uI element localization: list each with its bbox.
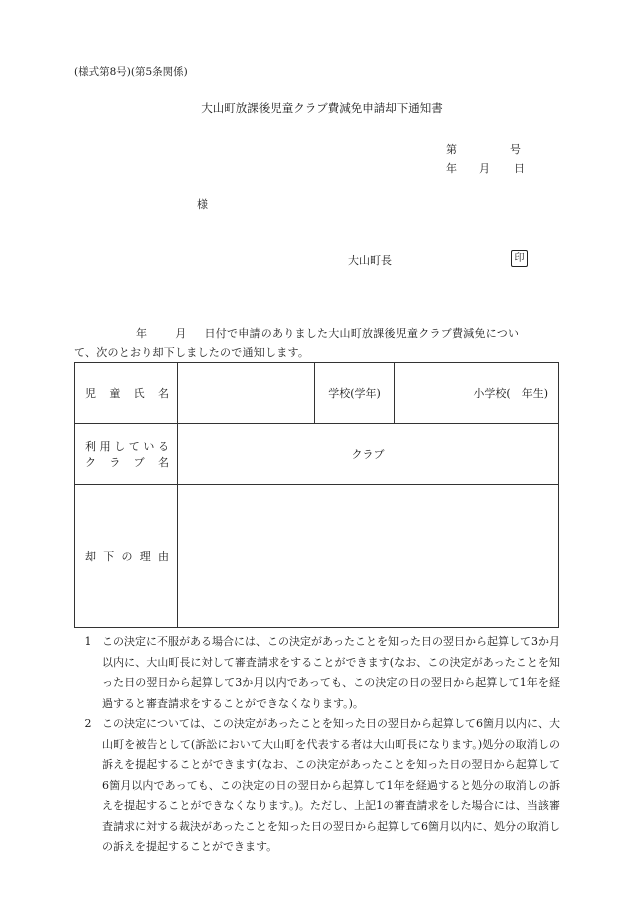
school-value[interactable]: 小学校( 年生) — [395, 363, 559, 424]
note-item — [74, 632, 560, 714]
club-value[interactable]: クラブ — [178, 424, 559, 485]
date-year-label: 年 — [446, 162, 457, 175]
detail-table — [74, 362, 559, 628]
club-label-line1: 利用している — [85, 440, 169, 453]
document-title: 大山町放課後児童クラブ費減免申請却下通知書 — [201, 101, 443, 115]
doc-number-prefix: 第 — [446, 143, 457, 156]
club-label-cell — [75, 424, 178, 485]
note-number: 1 — [84, 635, 92, 648]
child-name-row — [75, 363, 559, 424]
intro-line2: て、次のとおり却下しましたので通知します。 — [74, 346, 310, 359]
reason-row — [75, 485, 559, 628]
reason-value[interactable] — [178, 485, 559, 628]
note-item — [74, 714, 560, 858]
seal-mark: 印 — [511, 250, 528, 267]
child-name-value[interactable] — [178, 363, 315, 424]
intro-paragraph — [74, 324, 560, 362]
intro-line1: 日付で申請のありました大山町放課後児童クラブ費減免につい — [204, 327, 520, 340]
date-month-label: 月 — [479, 162, 490, 175]
date-day-label: 日 — [514, 162, 525, 175]
notes-list — [74, 632, 560, 858]
note-text: この決定については、この決定があったことを知った日の翌日から起算して6箇月以内に、大山町を被告として(訴訟において大山町を代表する者は大山町長になります。)処分の取消しの訴えを提起することができます(なお、この決定があったことを知った日の翌日から起算して6箇月以内であっても、この決定の日の翌日から起算して1年を経過すると処分の取消しの訴えを提起することができなくなります。)。ただし、上記1の審査請求をした場合には、当該審査請求に対する裁決があったことを知った日の翌日から起算して6箇月以内に、処分の取消しの訴えを提起することができます。 — [102, 717, 560, 853]
doc-number-suffix: 号 — [510, 143, 521, 156]
intro-month: 月 — [175, 327, 187, 340]
intro-year: 年 — [136, 327, 148, 340]
sender-title: 大山町長 — [348, 254, 392, 267]
club-label-line2: クラブ名 — [85, 456, 169, 469]
reason-label-cell — [75, 485, 178, 628]
school-label: 学校(学年) — [315, 363, 395, 424]
child-name-label-cell — [75, 363, 178, 424]
addressee-honorific: 様 — [197, 198, 208, 211]
club-row — [75, 424, 559, 485]
note-text: この決定に不服がある場合には、この決定があったことを知った日の翌日から起算して3か月以内に、大山町長に対して審査請求をすることができます(なお、この決定があったことを知った日の翌日から起算して3か月以内であっても、この決定の日の翌日から起算して1年を経過すると審査請求をすることができなくなります。)。 — [102, 635, 560, 710]
reason-label: 却下の理由 — [85, 550, 169, 563]
form-number: (様式第8号)(第5条関係) — [74, 66, 188, 78]
child-name-label: 児童氏名 — [85, 387, 169, 400]
note-number: 2 — [84, 717, 92, 730]
